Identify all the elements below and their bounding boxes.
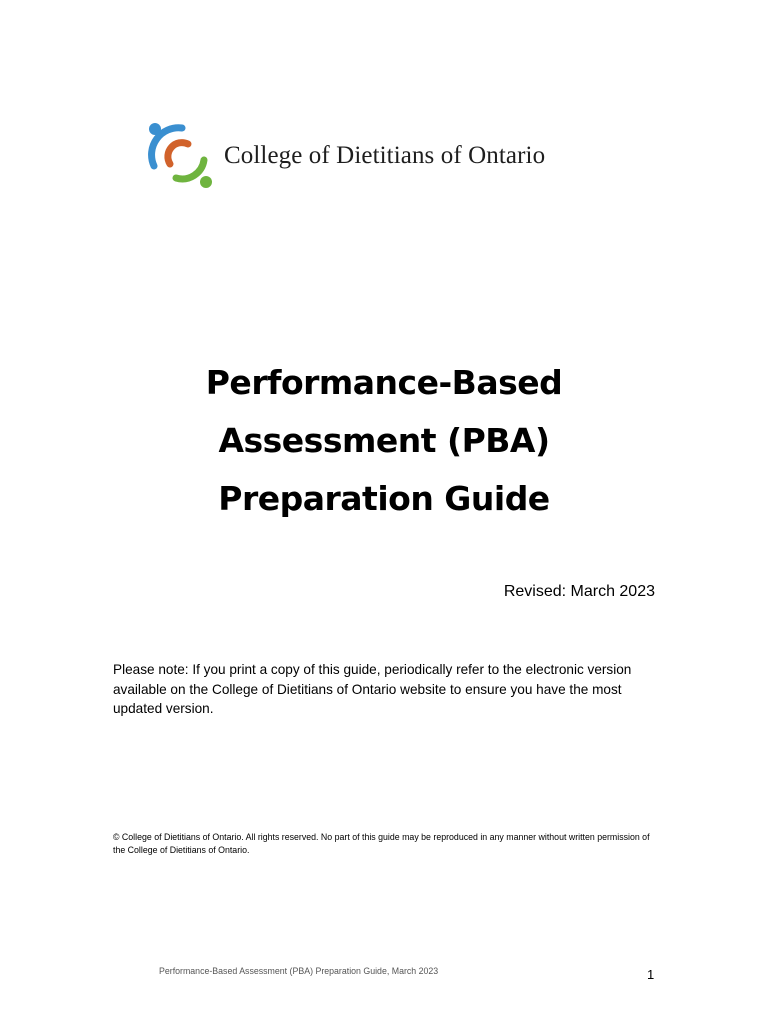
page-footer: Performance-Based Assessment (PBA) Preparation Guide, March 2023 xyxy=(159,966,439,976)
revision-date: Revised: March 2023 xyxy=(503,583,655,600)
page-number: 1 xyxy=(647,967,655,982)
copyright-notice: © College of Dietitians of Ontario. All rights reserved. No part of this guide may be reproduced in any manner without written permission of the College of Dietitians of Ontario. xyxy=(113,832,650,855)
organization-logo xyxy=(146,120,602,192)
organization-name: College of Dietitians of Ontario xyxy=(224,142,546,169)
document-title xyxy=(0,354,768,528)
title-line-2: Assessment (PBA) xyxy=(218,421,550,460)
print-note: Please note: If you print a copy of this guide, periodically refer to the electronic version available on the College of Dietitians of Ontario website to ensure you have the most updated version. xyxy=(113,662,632,716)
college-logo-icon xyxy=(146,120,216,192)
title-line-3: Preparation Guide xyxy=(218,479,550,518)
title-line-1: Performance-Based xyxy=(205,363,563,402)
